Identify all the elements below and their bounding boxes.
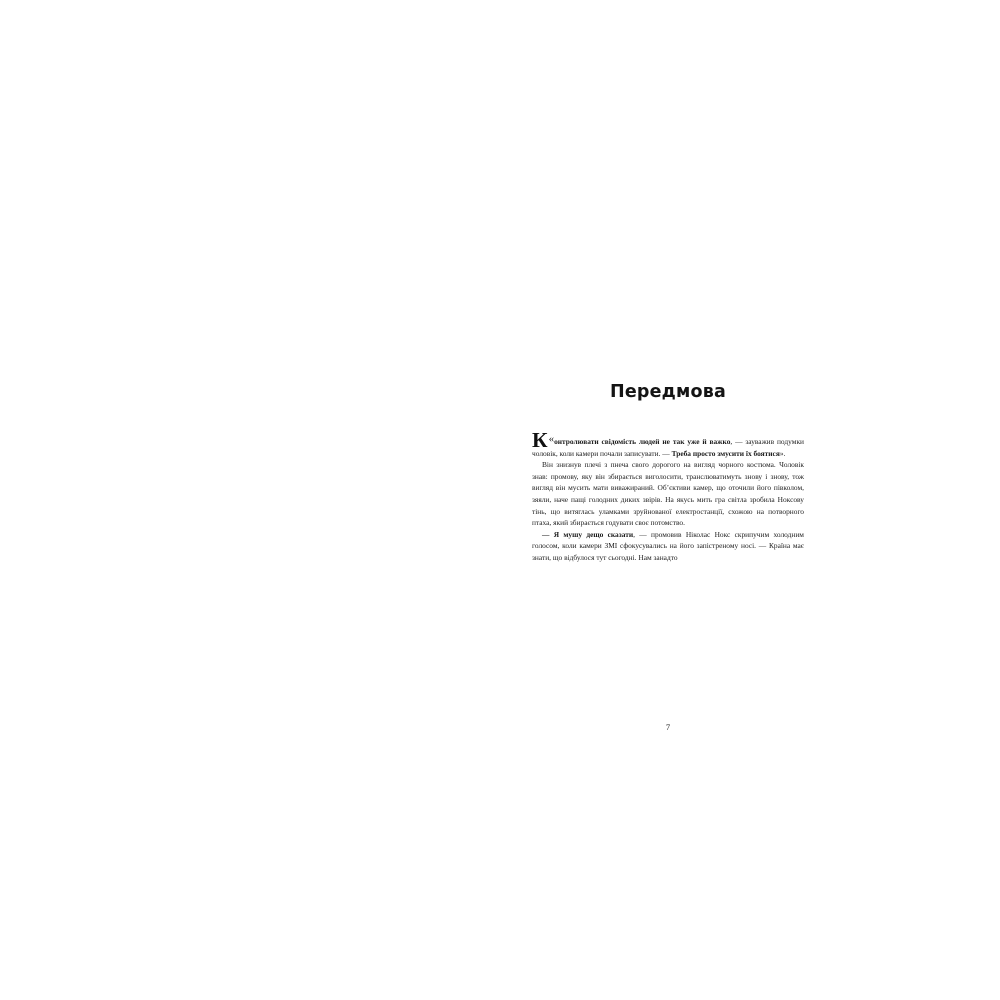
paragraph-2-run-1: Він знизнув плечі з пнеча свого дорогого на вигляд чорного костюма. Чоловік знав: промову, яку він збирається виголосити, транслюватимуть знову і знову, тож вигляд він мусить мати виважираний. Об’єктиви камер, що оточили його півколом, зяяли, наче пащі голодних диких звірів. На якусь мить гра світла зробила Ноксову тінь, що витяглась уламками зруйнованої електростанції, схожою на потворного птаха, який збирається годувати своє потомство.: [532, 460, 804, 528]
paragraph-3-run-1: — Я мушу дещо сказати: [542, 529, 634, 539]
open-guillemet: «: [548, 433, 555, 445]
paragraph-3-run-2: , — промовив Ніколас Нокс скрипучим холодним голосом, коли камери ЗМІ сфокусувались на його запістреному носі. — Країна має знати, що відбулося тут сьогодні. Нам занадто: [532, 529, 804, 562]
paragraph-1-run-3: Треба просто змусити їх боятися: [671, 448, 780, 458]
paragraph-3: [532, 529, 804, 564]
page-number: 7: [665, 722, 671, 732]
paragraph-1-run-2: , — зауважив подумки чоловік, коли камери почали записувати. —: [532, 437, 804, 458]
paragraph-2: [532, 459, 804, 529]
paragraph-1-run-1: онтролювати свідомість людей не так уже й важко: [554, 437, 731, 446]
body-text-block: [532, 428, 804, 564]
page-title: Передмова: [609, 382, 727, 402]
paragraph-group: [532, 428, 804, 564]
paragraph-1: К «онтролювати свідомість людей не так уже й важко, — зауважив подумки чоловік, коли камери почали записувати. — Треба просто змусити їх боятися».: [532, 428, 804, 458]
paragraph-1-run-4: ».: [779, 448, 786, 458]
